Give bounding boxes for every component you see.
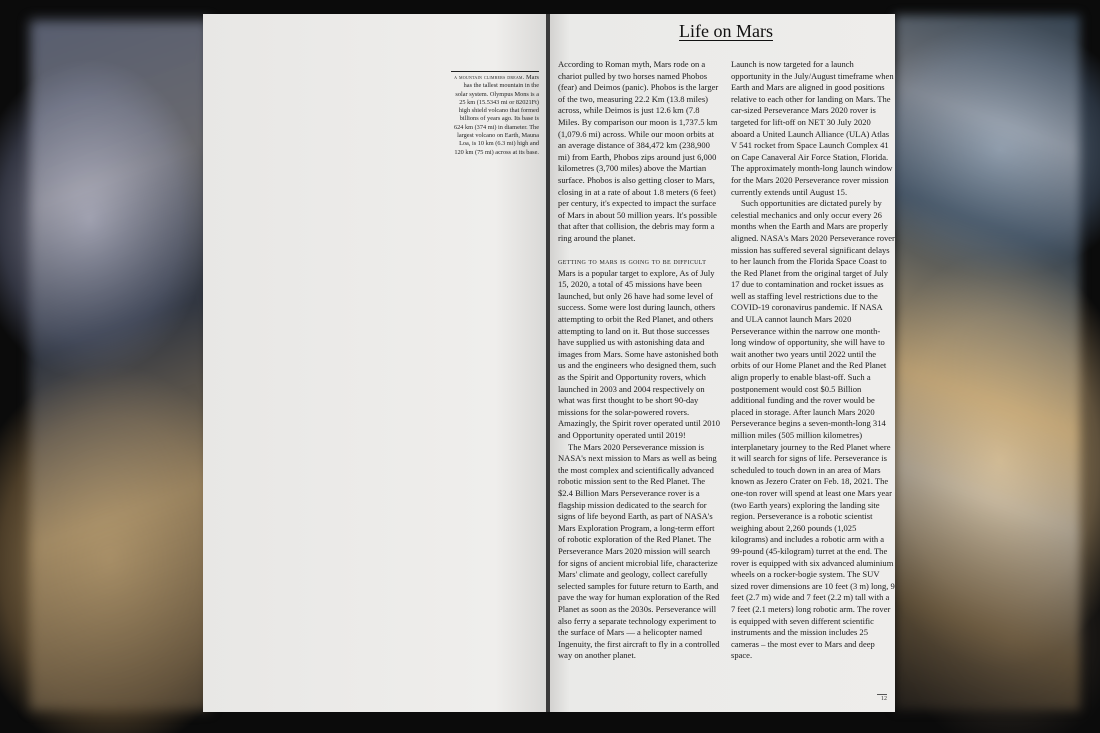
sidebar-note	[451, 71, 539, 157]
section-subhead: getting to mars is going to be difficult	[558, 256, 707, 267]
right-photo-blur	[895, 15, 1080, 710]
text-column-1	[558, 59, 721, 662]
sidebar-lead: a mountain climbers dream.	[454, 74, 525, 81]
article-title: Life on Mars	[679, 21, 773, 41]
column-1-paragraph-2-body: Mars is a popular target to explore, As of July 15, 2020, a total of 45 missions have been launched, but only 26 have had some level of success. Some were lost during launch, others attempting to orbit the Red Planet, and others attempting to land on it. But those successes have supplied us with astonishing data and images from Mars. Some have astonished both us and the engineers who designed them, such as the Spirit and Opportunity rovers, which launched in 2003 and 2004 respectively on what was first thought to be short 90-day missions for the solar-powered rovers. Amazingly, the Spirit rover operated until 2010 and Opportunity operated until 2019!	[558, 267, 721, 440]
sidebar-body: Mars has the tallest mountain in the solar system. Olympus Mons is a 25 km (15.5343 mi or 82021Ft) high shield volcano that formed billions of years ago. Its base is 624 km (374 mi) in diameter. The largest volcano on Earth, Mauna Loa, is 10 km (6.3 mi) high and 120 km (75 mi) across at its base.	[453, 74, 539, 156]
text-column-2	[731, 59, 895, 662]
column-2-paragraph-1: Launch is now targeted for a launch opportunity in the July/August timeframe when Earth and Mars are aligned in good positions relative to each other for landing on Mars. The car-sized Perseverance Mars 2020 rover is targeted for lift-off on NET 30 July 2020 aboard a United Launch Alliance (ULA) Atlas V 541 rocket from Space Launch Complex 41 on Cape Canaveral Air Force Station, Florida. The approximately month-long launch window for the Mars 2020 Perseverance rover mission currently extends until August 15.	[731, 59, 894, 197]
column-1-paragraph-2	[558, 256, 721, 442]
column-2-paragraph-2: Such opportunities are dictated purely by celestial mechanics and only occur every 26 months when the Earth and Mars are properly aligned. NASA's Mars 2020 Perseverance rover mission has suffered several significant delays to her launch from the Florida Space Coast to the Red Planet from the original target of July 17 due to contamination and rocket issues as well as staffing level restrictions due to the COVID-19 coronavirus pandemic. If NASA and ULA cannot launch Mars 2020 Perseverance within the narrow one month-long window of opportunity, she will have to wait another two years until 2022 until the orbits of our Home Planet and the Red Planet align properly to enable blast-off. Such a postponement would cost $0.5 Billion additional funding and the rover would be placed in storage. After launch Mars 2020 Perseverance begins a seven-month-long 314 million miles (505 million kilometres) interplanetary journey to the Red Planet where it will search for signs of life. Perseverance is scheduled to touch down in an area of Mars known as Jezero Crater on Feb. 18, 2021. The one-ton rover will spend at least one Mars year (two Earth years) exploring the landing site region. Perseverance is a robotic scientist weighing about 2,260 pounds (1,025 kilograms) and includes a robotic arm with a 99-pound (45-kilogram) turret at the end. The rover is equipped with six advanced aluminium wheels on a rocker-bogie system. The SUV sized rover dimensions are 10 feet (3 m) long, 9 feet (2.7 m) wide and 7 feet (2.2 m) tall with a 7 feet (2.1 meters) long robotic arm. The rover is equipped with seven different scientific instruments and the mission includes 25 cameras – the most ever to Mars and deep space.	[731, 198, 895, 661]
column-1-paragraph-3: The Mars 2020 Perseverance mission is NASA's next mission to Mars as well as being the most complex and scientifically advanced robotic mission sent to the Red Planet. The $2.4 Billion Mars Perseverance rover is a flagship mission dedicated to the search for signs of life beyond Earth, as part of NASA's Mars Exploration Program, a long-term effort of robotic exploration of the Red Planet. The Perseverance Mars 2020 mission will search for signs of ancient microbial life, characterize Mars' climate and geology, collect carefully selected samples for future return to Earth, and pave the way for human exploration of the Red Planet as soon as the 2030s. Perseverance will also ferry a separate technology experiment to the surface of Mars — a helicopter named Ingenuity, the first aircraft to fly in a controlled way on another planet.	[558, 441, 720, 661]
column-1-paragraph-1: According to Roman myth, Mars rode on a chariot pulled by two horses named Phobos (fear) and Deimos (panic). Phobos is the larger of the two, measuring 22.2 Km (13.8 miles) across, while Deimos is just 12.6 km (7.8 Miles. By comparison our moon is 1,737.5 km (1,079.6 mi) across. While our moon orbits at an average distance of 384,472 km (238,900 mi) from Earth, Phobos zips around just 6,000 kilometres (3,700 miles) above the Martian surface. Phobos is also getting closer to Mars, closing in at a rate of about 1.8 meters (6 feet) per century, it's expected to impact the surface of Mars in about 50 million years. It's possible that after that collision, the debris may form a ring around the planet.	[558, 59, 719, 243]
page-number: 12	[877, 694, 887, 702]
page-gutter	[546, 14, 550, 712]
left-photo-blur	[30, 20, 210, 710]
